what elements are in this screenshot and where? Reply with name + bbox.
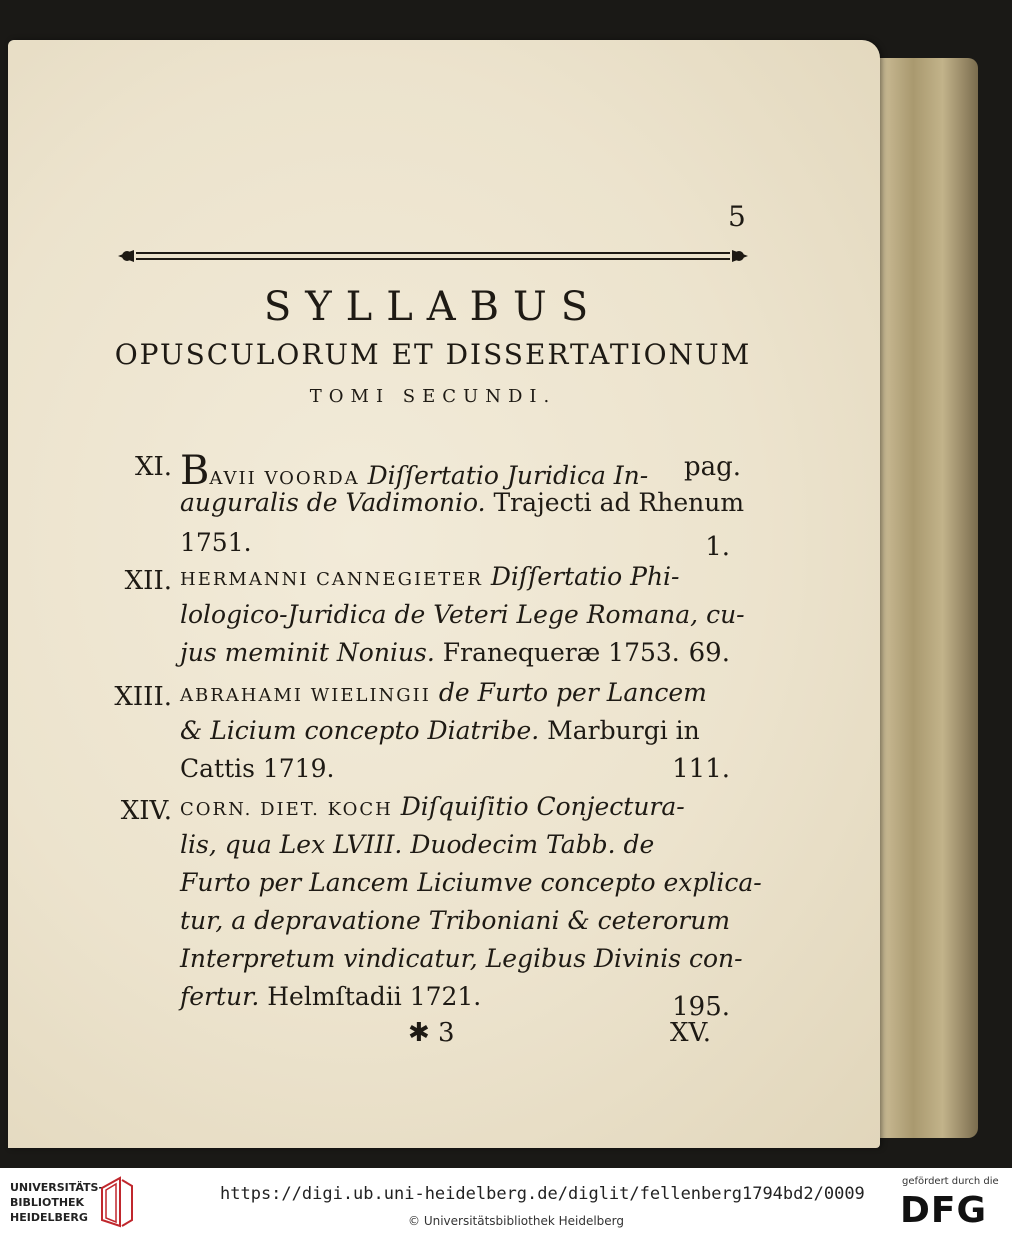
entry-text: ABRAHAMI WIELINGII — [180, 685, 431, 706]
entry-line — [180, 678, 707, 707]
entry-text: lologico-Juridica de Veteri Lege Romana, cu- — [180, 600, 745, 629]
library-logo-text — [10, 1180, 103, 1225]
logo-line: UNIVERSITÄTS- — [10, 1181, 104, 1194]
signature-mark: ✱ 3 — [408, 1018, 455, 1048]
catchword: XV. — [670, 1018, 712, 1048]
footer-bar — [0, 1168, 1012, 1241]
entry-number: XII. — [124, 566, 172, 596]
entry-text: fertur. — [180, 982, 260, 1011]
logo-line: BIBLIOTHEK — [10, 1196, 85, 1209]
entry-page-ref: 69. — [688, 638, 730, 668]
entry-page-ref: 195. — [672, 992, 730, 1022]
page-number: 5 — [728, 200, 746, 233]
library-logo-icon[interactable] — [98, 1176, 134, 1228]
entry-line — [180, 868, 762, 897]
entry-line — [180, 906, 730, 935]
entry-number: XIV. — [120, 796, 172, 826]
copyright-text: © Universitätsbibliothek Heidelberg — [408, 1214, 625, 1228]
entry-line — [180, 562, 680, 591]
page-subtitle: OPUSCULORUM ET DISSERTATIONUM — [114, 338, 752, 371]
entry-text: Diſquiſitio Conjectura- — [392, 792, 685, 821]
entry-text: Diſſertatio Phi- — [482, 562, 680, 591]
page-title: SYLLABUS — [263, 284, 603, 330]
entry-text: Franequeræ 1753. — [434, 638, 680, 667]
entry-line — [180, 792, 685, 821]
entry-line — [180, 754, 334, 783]
entry-text: Marburgi in — [539, 716, 700, 745]
entry-number: XIII. — [114, 682, 172, 712]
entry-text: & Licium concepto Diatribe. — [180, 716, 540, 745]
entry-text: 1751. — [180, 528, 252, 557]
entry-text: Trajecti ad Rhenum — [485, 488, 745, 517]
page-subsubtitle: TOMI SECUNDI. — [309, 386, 557, 407]
pag-label: pag. — [684, 452, 742, 482]
entry-text: B — [180, 448, 210, 494]
entry-text: de Furto per Lancem — [430, 678, 707, 707]
entry-line — [180, 600, 745, 629]
entry-line — [180, 638, 680, 667]
permalink-url[interactable]: https://digi.ub.uni-heidelberg.de/diglit/fellenberg1794bd2/0009 — [220, 1184, 865, 1204]
entry-line — [180, 716, 700, 745]
entry-text: AVII VOORDA — [209, 468, 360, 489]
entry-text: Furto per Lancem Liciumve concepto explica- — [180, 868, 762, 897]
entry-text: CORN. DIET. KOCH — [180, 799, 393, 820]
dfg-logo[interactable]: DFG — [900, 1190, 988, 1231]
logo-line: HEIDELBERG — [10, 1211, 88, 1224]
entry-text: auguralis de Vadimonio. — [180, 488, 486, 517]
entry-page-ref: 111. — [672, 754, 730, 784]
entry-line — [180, 830, 654, 859]
entry-text: Diſſertatio Juridica In- — [359, 461, 649, 490]
ornament-rule — [118, 246, 748, 266]
entry-text: HERMANNI CANNEGIETER — [180, 569, 483, 590]
entry-number: XI. — [134, 452, 172, 482]
entry-line — [180, 982, 481, 1011]
dfg-caption: gefördert durch die — [902, 1176, 999, 1187]
entry-text: Helmſtadii 1721. — [259, 982, 482, 1011]
book-page — [8, 40, 880, 1148]
entry-line — [180, 528, 252, 557]
entry-text: Interpretum vindicatur, Legibus Divinis con- — [180, 944, 743, 973]
entry-text: lis, qua Lex LVIII. Duodecim Tabb. de — [180, 830, 655, 859]
entry-text: tur, a depravatione Triboniani & ceterorum — [180, 906, 731, 935]
entry-text: Cattis 1719. — [180, 754, 335, 783]
entry-line — [180, 488, 744, 517]
entry-page-ref: 1. — [705, 532, 730, 562]
entry-line — [180, 944, 743, 973]
entry-text: jus meminit Nonius. — [180, 638, 435, 667]
